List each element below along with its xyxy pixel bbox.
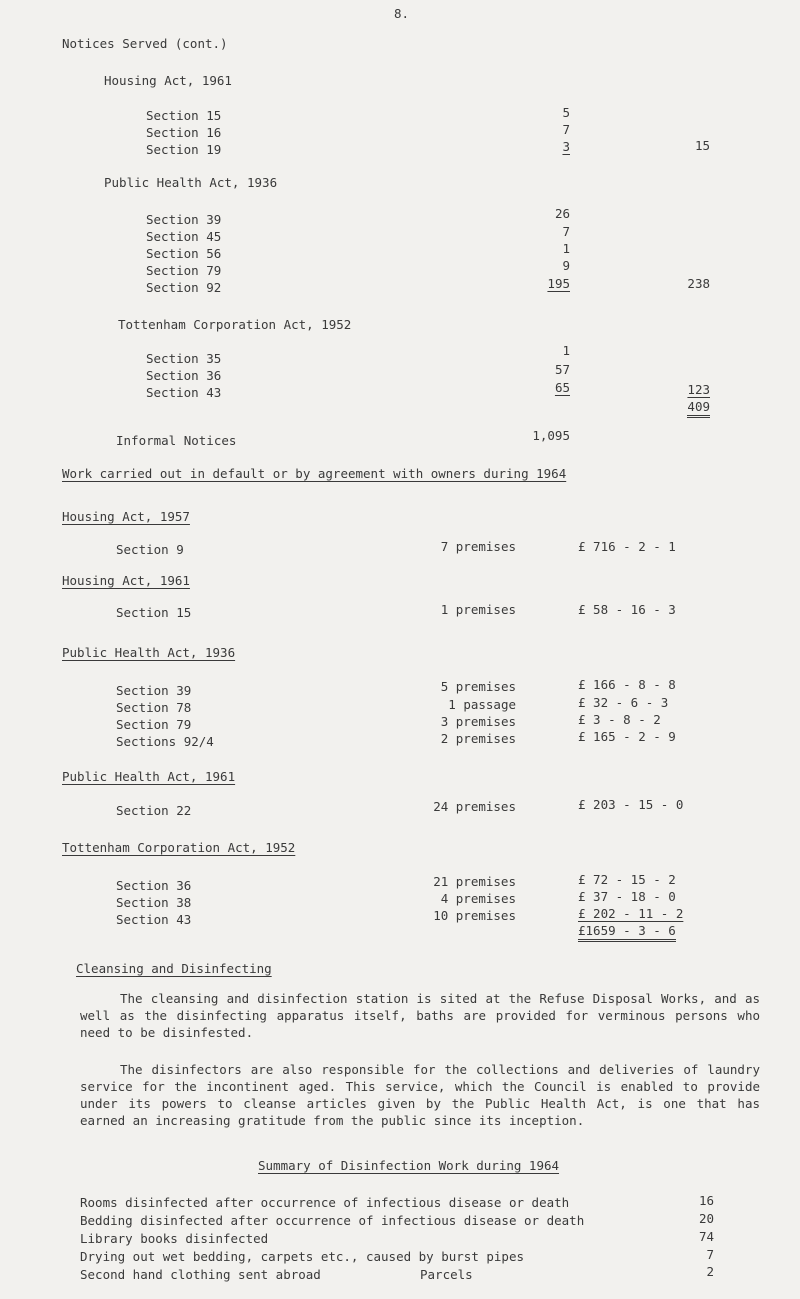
works-housing-1961-title: Housing Act, 1961 xyxy=(62,573,190,588)
notice-value: 7 xyxy=(562,122,570,137)
work-premises: 1 passage xyxy=(448,697,516,712)
summary-label: Second hand clothing sent abroad xyxy=(80,1267,321,1282)
notice-value: 9 xyxy=(562,258,570,273)
work-premises: 4 premises xyxy=(440,891,516,906)
summary-extra: Parcels xyxy=(420,1267,473,1282)
summary-value: 7 xyxy=(706,1247,714,1262)
work-amount: £ 166 - 8 - 8 xyxy=(578,677,676,692)
notices-tottenham-1952-title: Tottenham Corporation Act, 1952 xyxy=(118,317,352,332)
work-premises: 10 premises xyxy=(433,908,516,923)
work-amount: £ 716 - 2 - 1 xyxy=(578,539,676,554)
page-heading: Notices Served (cont.) xyxy=(62,36,228,51)
summary-value: 74 xyxy=(698,1229,714,1244)
work-amount: £ 202 - 11 - 2 xyxy=(578,906,684,921)
informal-notices-label: Informal Notices xyxy=(116,433,237,448)
page-number: 8. xyxy=(394,6,410,21)
notice-label: Section 92 xyxy=(146,280,222,295)
work-premises: 21 premises xyxy=(433,874,516,889)
work-premises: 2 premises xyxy=(440,731,516,746)
summary-heading: Summary of Disinfection Work during 1964 xyxy=(258,1158,560,1173)
notice-subtotal: 238 xyxy=(687,276,710,291)
works-total: £1659 - 3 - 6 xyxy=(578,923,676,939)
notice-label: Section 79 xyxy=(146,263,222,278)
work-label: Section 79 xyxy=(116,717,192,732)
summary-value: 2 xyxy=(706,1264,714,1279)
notice-subtotal: 123 xyxy=(687,382,710,397)
work-label: Sections 92/4 xyxy=(116,734,214,749)
notice-grand-total: 409 xyxy=(680,399,710,415)
cleansing-heading: Cleansing and Disinfecting xyxy=(76,961,272,976)
work-label: Section 39 xyxy=(116,683,192,698)
notices-housing-1961-title: Housing Act, 1961 xyxy=(104,73,232,88)
summary-label: Library books disinfected xyxy=(80,1231,269,1246)
notice-label: Section 15 xyxy=(146,108,222,123)
work-label: Section 22 xyxy=(116,803,192,818)
notices-public-health-1936-title: Public Health Act, 1936 xyxy=(104,175,278,190)
summary-value: 20 xyxy=(698,1211,714,1226)
works-housing-1957-title: Housing Act, 1957 xyxy=(62,509,190,524)
notice-value: 57 xyxy=(554,362,570,377)
work-label: Section 38 xyxy=(116,895,192,910)
work-premises: 1 premises xyxy=(440,602,516,617)
work-amount: £ 165 - 2 - 9 xyxy=(578,729,676,744)
cleansing-paragraph-1: The cleansing and disinfection station is sited at the Refuse Disposal Works, and as well as the disinfecting apparatus itself, baths are provided for verminous persons who need to be disinfested. xyxy=(80,991,760,1040)
work-label: Section 78 xyxy=(116,700,192,715)
works-heading: Work carried out in default or by agreement with owners during 1964 xyxy=(62,466,567,481)
summary-label: Bedding disinfected after occurrence of infectious disease or death xyxy=(80,1213,585,1228)
work-amount: £ 3 - 8 - 2 xyxy=(578,712,661,727)
works-tottenham-1952-title: Tottenham Corporation Act, 1952 xyxy=(62,840,296,855)
notice-label: Section 19 xyxy=(146,142,222,157)
notice-value: 195 xyxy=(547,276,570,291)
work-premises: 7 premises xyxy=(440,539,516,554)
notice-value: 65 xyxy=(554,380,570,395)
notice-value: 3 xyxy=(562,139,570,154)
cleansing-paragraph-2: The disinfectors are also responsible for the collections and deliveries of laundry service for the incontinent aged. This service, which the Council is enabled to provide under its powers to cleanse articles given by the Public Health Act, is one that has earned an increasing gratitude from the public since its inception. xyxy=(80,1062,760,1128)
informal-notices-value: 1,095 xyxy=(532,428,570,443)
notice-value: 7 xyxy=(562,224,570,239)
work-label: Section 15 xyxy=(116,605,192,620)
work-amount: £ 72 - 15 - 2 xyxy=(578,872,676,887)
notice-subtotal: 15 xyxy=(694,138,710,153)
notice-value: 1 xyxy=(562,241,570,256)
notice-label: Section 16 xyxy=(146,125,222,140)
notice-label: Section 39 xyxy=(146,212,222,227)
notice-value: 5 xyxy=(562,105,570,120)
work-amount: £ 58 - 16 - 3 xyxy=(578,602,676,617)
summary-label: Rooms disinfected after occurrence of infectious disease or death xyxy=(80,1195,570,1210)
work-premises: 3 premises xyxy=(440,714,516,729)
works-public-health-1936-title: Public Health Act, 1936 xyxy=(62,645,236,660)
work-premises: 24 premises xyxy=(433,799,516,814)
notice-label: Section 43 xyxy=(146,385,222,400)
work-label: Section 43 xyxy=(116,912,192,927)
work-amount: £ 37 - 18 - 0 xyxy=(578,889,676,904)
notice-label: Section 56 xyxy=(146,246,222,261)
notice-value: 1 xyxy=(562,343,570,358)
work-amount: £ 203 - 15 - 0 xyxy=(578,797,684,812)
summary-value: 16 xyxy=(698,1193,714,1208)
summary-label: Drying out wet bedding, carpets etc., caused by burst pipes xyxy=(80,1249,525,1264)
work-label: Section 9 xyxy=(116,542,184,557)
work-amount: £ 32 - 6 - 3 xyxy=(578,695,669,710)
works-public-health-1961-title: Public Health Act, 1961 xyxy=(62,769,236,784)
notice-label: Section 36 xyxy=(146,368,222,383)
notice-label: Section 35 xyxy=(146,351,222,366)
work-premises: 5 premises xyxy=(440,679,516,694)
work-label: Section 36 xyxy=(116,878,192,893)
notice-value: 26 xyxy=(554,206,570,221)
notice-label: Section 45 xyxy=(146,229,222,244)
